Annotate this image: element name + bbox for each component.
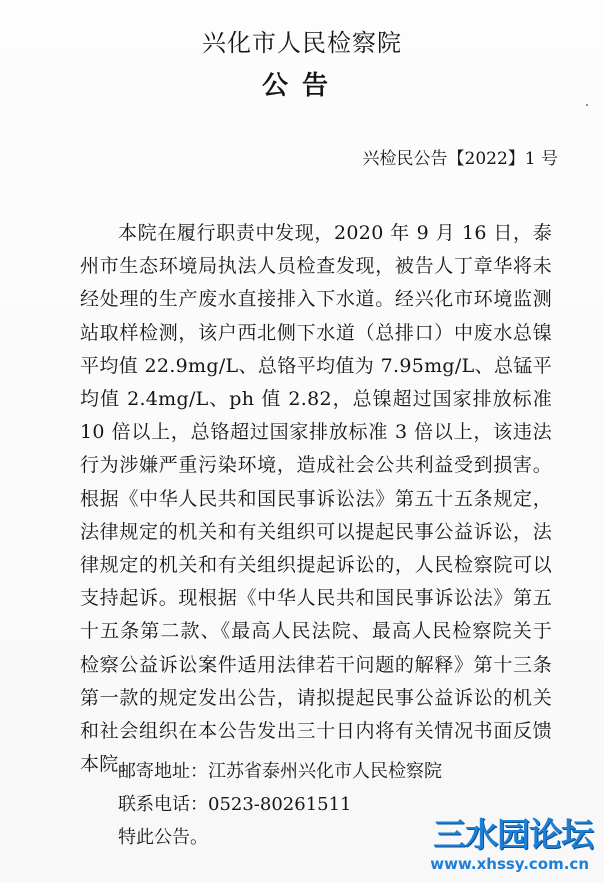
document-number: 兴检民公告【2022】1 号 — [362, 149, 558, 169]
watermark-url: www.xhssy.com.cn — [430, 855, 589, 873]
scan-speck — [586, 104, 588, 106]
closing-statement: 特此公告。 — [118, 827, 208, 848]
announcement-body: 本院在履行职责中发现，2020 年 9 月 16 日，泰州市生态环境局执法人员检查发现，被告人丁章华将未经处理的生产废水直接排入下水道。经兴化市环境监测站取样检测，该户西北侧下水道（总排口）中废水总镍平均值 22.9mg/L、总铬平均值为 7.95mg/L、总锰平均值 2.4mg/L、ph 值 2.82，总镍超过国家排放标准 10 倍以上，总铬超过国家排放标准 3 倍以上，该违法行为涉嫌严重污染环境，造成社会公共利益受到损害。根据《中华人民共和国民事诉讼法》第五十五条规定，法律规定的机关和有关组织可以提起民事公益诉讼，法律规定的机关和有关组织提起诉讼的，人民检察院可以支持起诉。现根据《中华人民共和国民事诉讼法》第五十五条第二款、《最高人民法院、最高人民检察院关于检察公益诉讼案件适用法律若干问题的解释》第十三条第一款的规定发出公告，请拟提起民事公益诉讼的机关和社会组织在本公告发出三十日内将有关情况书面反馈本院。 — [80, 222, 552, 776]
mailing-address: 邮寄地址：江苏省泰州兴化市人民检察院 — [118, 761, 442, 782]
watermark-site-name: 三水园论坛 — [433, 815, 593, 854]
contact-phone: 联系电话：0523-80261511 — [118, 794, 352, 815]
announcement-title: 公告 — [261, 71, 342, 101]
organization-title: 兴化市人民检察院 — [202, 29, 402, 57]
site-watermark — [425, 815, 597, 877]
